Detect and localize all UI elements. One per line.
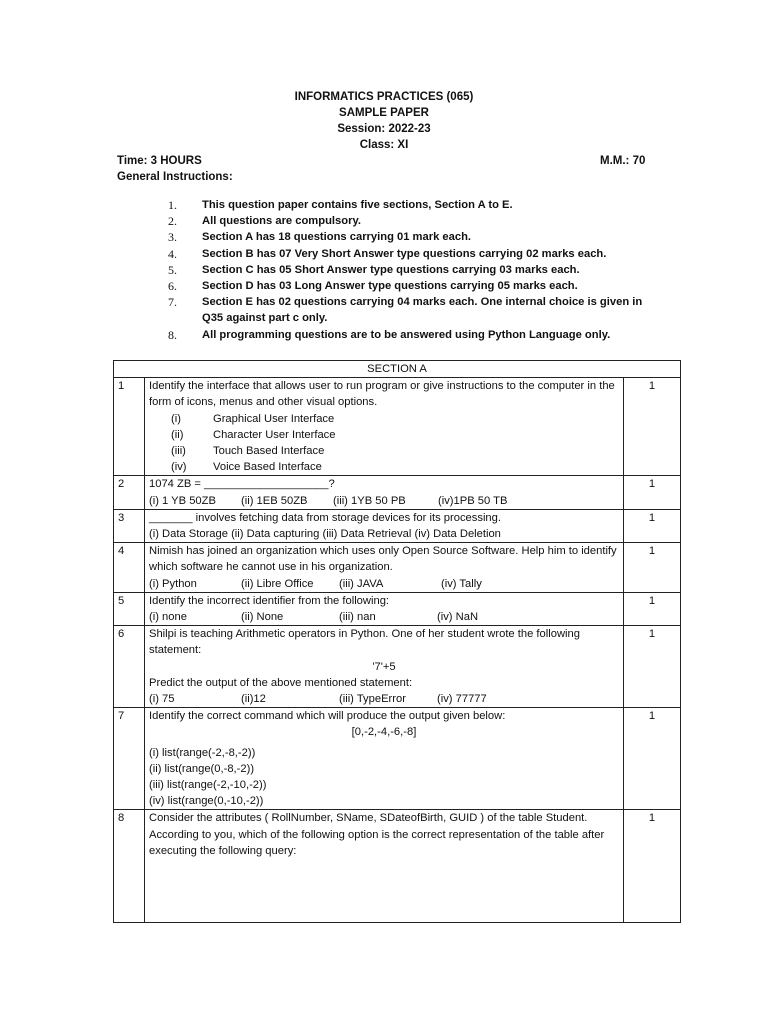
question-marks: 1: [624, 509, 681, 542]
question-prompt: Predict the output of the above mentioned statement:: [149, 676, 413, 689]
max-marks-label: M.M.: 70: [600, 155, 646, 167]
question-text: _______ involves fetching data from storage devices for its processing.: [149, 511, 501, 524]
instruction-number: 3.: [168, 230, 177, 245]
question-marks: 1: [624, 476, 681, 509]
option-text: (iii) nan: [339, 611, 376, 624]
option-text: (ii)12: [241, 693, 266, 706]
options-inline: [149, 576, 619, 592]
instruction-item: [168, 294, 648, 326]
question-text: Consider the attributes ( RollNumber, SName, SDateofBirth, GUID ) of the table Student. According to you, which of the following option is the correct representation of the table after executing the following query:: [149, 812, 605, 857]
section-header-row: [114, 361, 681, 378]
section-title: SECTION A: [114, 361, 681, 378]
options-inline: [149, 609, 619, 625]
option-text: (iii) TypeError: [339, 693, 406, 706]
question-marks: 1: [624, 708, 681, 810]
question-marks: 1: [624, 378, 681, 476]
option-text: (iv) 77777: [437, 693, 487, 706]
instruction-text: Section E has 02 questions carrying 04 marks each. One internal choice is given in Q35 against part c only.: [202, 296, 643, 325]
question-row: [114, 810, 681, 923]
time-label: Time: 3 HOURS: [117, 155, 202, 167]
question-row: [114, 708, 681, 810]
instruction-item: [168, 262, 648, 278]
instruction-text: Section D has 03 Long Answer type questions carrying 05 marks each.: [202, 280, 578, 293]
question-number: 1: [114, 378, 145, 476]
question-body: [145, 476, 624, 509]
question-text: Nimish has joined an organization which uses only Open Source Software. Help him to identify which software he cannot use in his organization.: [149, 545, 617, 574]
question-text: Identify the interface that allows user to run program or give instructions to the computer in the form of icons, menus and other visual options.: [149, 380, 615, 409]
question-marks: 1: [624, 543, 681, 593]
instruction-number: 7.: [168, 295, 177, 310]
question-number: 7: [114, 708, 145, 810]
option-text: (iii) 1YB 50 PB: [333, 494, 406, 507]
instruction-text: All questions are compulsory.: [202, 215, 361, 228]
option-text: (i) Python: [149, 577, 197, 590]
option-text: Character User Interface: [213, 428, 336, 441]
option-text: (i) 1 YB 50ZB: [149, 494, 216, 507]
option-item: [149, 443, 619, 459]
question-row: [114, 543, 681, 593]
question-row: [114, 626, 681, 708]
option-text: (iii) list(range(-2,-10,-2)): [149, 779, 267, 792]
question-body: [145, 626, 624, 708]
instruction-number: 4.: [168, 246, 177, 261]
option-text: (i) 75: [149, 693, 175, 706]
option-number: (ii): [171, 428, 184, 441]
option-text: Graphical User Interface: [213, 412, 335, 425]
question-row: [114, 509, 681, 542]
instruction-text: All programming questions are to be answered using Python Language only.: [202, 328, 611, 341]
instruction-number: 1.: [168, 198, 177, 212]
instruction-item: [168, 327, 648, 343]
paper-title: INFORMATICS PRACTICES (065): [294, 91, 474, 103]
instruction-number: 2.: [168, 214, 177, 229]
question-number: 2: [114, 476, 145, 509]
question-number: 3: [114, 509, 145, 542]
option-number: (iv): [171, 461, 187, 474]
question-marks: 1: [624, 626, 681, 708]
question-body: [145, 543, 624, 593]
instruction-number: 8.: [168, 327, 177, 342]
question-body: [145, 810, 624, 923]
question-number: 8: [114, 810, 145, 923]
question-row: [114, 378, 681, 476]
option-number: (iii): [171, 445, 186, 458]
instruction-text: Section C has 05 Short Answer type questions carrying 03 marks each.: [202, 263, 580, 276]
instruction-number: 5.: [168, 262, 177, 277]
question-text: Shilpi is teaching Arithmetic operators in Python. One of her student wrote the following statement:: [149, 628, 580, 657]
option-text: (iv) NaN: [437, 611, 479, 624]
instruction-item: [168, 197, 648, 213]
question-text: Identify the correct command which will produce the output given below:: [149, 710, 506, 723]
option-text: (iv) Tally: [441, 577, 482, 590]
question-body: [145, 708, 624, 810]
question-row: [114, 476, 681, 509]
question-body: [145, 592, 624, 625]
option-number: (i): [171, 412, 181, 425]
option-text: (ii) 1EB 50ZB: [241, 494, 308, 507]
option-text: (iv)1PB 50 TB: [438, 494, 508, 507]
question-text: Identify the incorrect identifier from the following:: [149, 594, 390, 607]
instruction-text: This question paper contains five sections, Section A to E.: [202, 199, 513, 211]
instructions-heading: General Instructions:: [117, 171, 233, 183]
instruction-text: Section A has 18 questions carrying 01 mark each.: [202, 231, 472, 244]
options-line: (i) Data Storage (ii) Data capturing (iii) Data Retrieval (iv) Data Deletion: [149, 528, 501, 541]
option-text: Voice Based Interface: [213, 461, 322, 474]
question-number: 4: [114, 543, 145, 593]
instruction-item: [168, 278, 648, 294]
option-text: (i) none: [149, 611, 187, 624]
instruction-text: Section B has 07 Very Short Answer type questions carrying 02 marks each.: [202, 247, 607, 260]
code-statement: '7'+5: [372, 660, 396, 673]
question-body: [145, 378, 624, 476]
question-text: 1074 ZB = ____________________?: [149, 478, 335, 491]
option-text: (ii) None: [241, 611, 284, 624]
options-inline: [149, 691, 619, 707]
option-text: Touch Based Interface: [213, 445, 325, 458]
paper-type: SAMPLE PAPER: [339, 107, 429, 119]
option-item: [149, 411, 619, 427]
class-label: Class: XI: [359, 139, 409, 151]
question-marks: 1: [624, 592, 681, 625]
option-text: (iii) JAVA: [339, 577, 384, 590]
option-text: (ii) list(range(0,-8,-2)): [149, 762, 255, 775]
instruction-item: [168, 246, 648, 262]
instruction-item: [168, 229, 648, 245]
question-row: [114, 592, 681, 625]
questions-table: [113, 360, 681, 923]
option-text: (iv) list(range(0,-10,-2)): [149, 795, 264, 808]
options-inline: [149, 493, 619, 509]
question-marks: 1: [624, 810, 681, 923]
instruction-number: 6.: [168, 279, 177, 294]
option-text: (i) list(range(-2,-8,-2)): [149, 746, 256, 759]
option-item: [149, 459, 619, 475]
expected-output: [0,-2,-4,-6,-8]: [351, 726, 417, 739]
instruction-item: [168, 213, 648, 229]
session-label: Session: 2022-23: [337, 123, 431, 135]
option-item: [149, 427, 619, 443]
question-number: 5: [114, 592, 145, 625]
question-number: 6: [114, 626, 145, 708]
instructions-list: [168, 197, 648, 343]
question-body: [145, 509, 624, 542]
option-text: (ii) Libre Office: [241, 577, 314, 590]
